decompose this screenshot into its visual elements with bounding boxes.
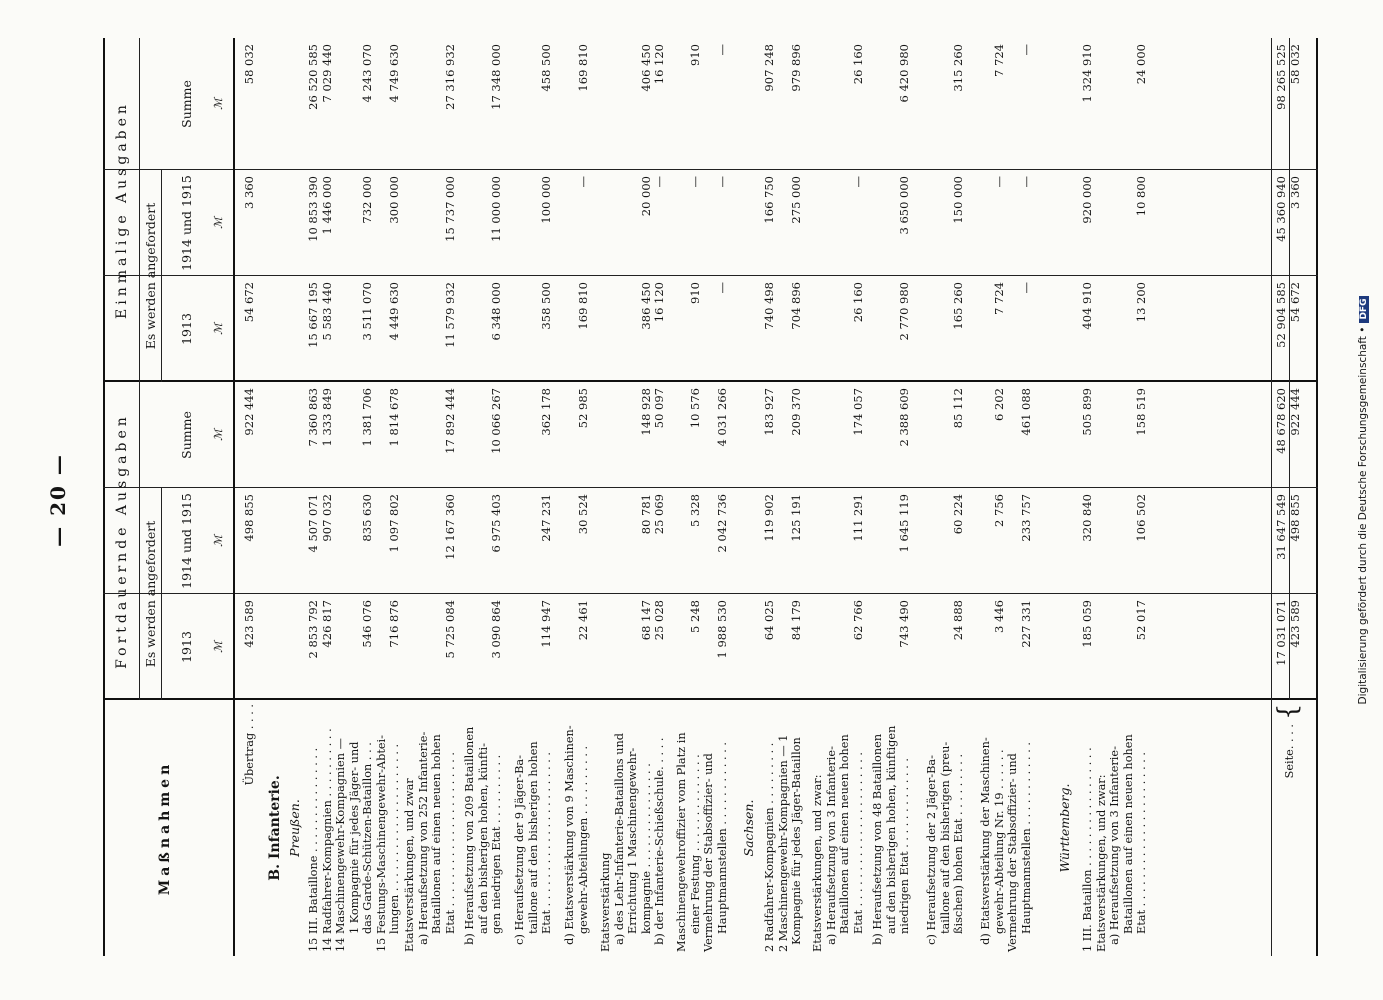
cell: 45 360 940 3 360 — [1274, 176, 1302, 242]
row-label: c) Heraufsetzung der 9 Jäger-Ba- taillone auf den bisherigen hohen Etat . . . . . . . . . . . . . . . . . . . . . . — [513, 741, 554, 945]
cell: 910 — — [687, 44, 729, 66]
cell: 6 202 461 088 — [991, 388, 1033, 436]
mark-unit: ℳ — [212, 641, 225, 653]
mark-unit: ℳ — [212, 429, 225, 441]
rule — [233, 38, 235, 956]
cell: 30 524 — [575, 494, 590, 535]
cell: 2 388 609 — [897, 388, 912, 447]
cell: 68 147 25 028 — [638, 600, 667, 641]
row-label: 1 III. Bataillon . . . . . . . . . . . . . . . . . Etatsverstärkungen, und zwar: a) Heraufsetzung von 3 Infanterie- Bataillonen auf einen neuen hohen Etat . . . . . . . . . . . . . . . . . . . . . . — [1081, 734, 1149, 952]
cell: 169 810 — [575, 44, 590, 92]
cell: 922 444 — [242, 388, 256, 436]
cell: 1 381 706 1 814 678 — [360, 388, 402, 447]
cell: 17 892 444 — [442, 388, 457, 454]
cell: 98 265 525 58 032 — [1274, 44, 1302, 110]
sum-header: Summe — [179, 411, 194, 459]
cell: 22 461 — [575, 600, 590, 641]
recurring-expenses-header: Fortdauernde Ausgaben — [114, 413, 130, 669]
year-1913-header: 1913 — [179, 313, 194, 345]
mark-unit: ℳ — [212, 535, 225, 547]
cell: 174 057 — [850, 388, 865, 436]
cell: 386 450 16 120 — [638, 282, 667, 330]
row-label: 15 III. Bataillone . . . . . . . . . . . . . . . 14 Radfahrer-Kompagnien . . . . . . . . . . 14 Maschinengewehr-Kompagnien — 1 Kompagnie für jedes Jäger- und — [307, 728, 361, 952]
cell: 498 855 — [242, 494, 256, 542]
cell: 920 000 10 800 — [1080, 176, 1149, 224]
row-label: b) Heraufsetzung von 209 Bataillonen auf den bisherigen hohen, künfti- gen niedrigen Etat . . . . . . . . . . — [463, 726, 504, 945]
cell: 26 520 585 7 029 440 — [306, 44, 334, 110]
rule — [1289, 38, 1290, 700]
one-time-expenses-header: Einmalige Ausgaben — [114, 101, 130, 319]
cell: 12 167 360 — [442, 494, 457, 560]
cell: 10 066 267 — [489, 388, 504, 454]
cell: 5 248 1 988 530 — [687, 600, 729, 659]
brace: { — [1273, 703, 1303, 720]
dfg-logo: DFG — [1359, 296, 1369, 323]
cell: 3 360 — [242, 176, 256, 209]
row-label: b) Heraufsetzung von 48 Bataillonen auf den bisherigen hohen, künftigen niedrigen Etat . . . . . . . . . . . . . — [871, 725, 912, 945]
section-heading: B. Infanterie. — [267, 775, 283, 881]
cell: 2 770 980 — [897, 282, 912, 341]
cell: 31 647 549 498 855 — [1274, 494, 1302, 560]
cell: — — — [991, 176, 1033, 188]
cell: 11 579 932 — [442, 282, 457, 348]
cell: 505 899 158 519 — [1080, 388, 1149, 436]
cell: 15 667 195 5 583 440 — [306, 282, 334, 348]
cell: 2 853 792 426 817 — [306, 600, 334, 659]
requested-header: Es werden angefordert — [143, 202, 158, 350]
cell: 732 000 300 000 — [360, 176, 402, 224]
cell: 3 511 070 4 449 630 — [360, 282, 402, 341]
cell: 58 032 — [242, 44, 256, 85]
rule — [139, 38, 140, 700]
row-label: Etatsverstärkungen, und zwar a) Heraufsetzung von 252 Infanterie- Bataillonen auf einen neuen hohen Etat . . . . . . . . . . . . . . . . . . . . . . — [403, 731, 457, 952]
cell: 183 927 209 370 — [762, 388, 804, 436]
cell: 165 260 — [951, 282, 966, 330]
cell: 3 090 864 — [489, 600, 504, 659]
cell: 185 059 52 017 — [1080, 600, 1149, 648]
cell: 52 904 585 54 672 — [1274, 282, 1302, 348]
year-1914-1915-header: 1914 und 1915 — [179, 175, 194, 271]
cell: 247 231 — [539, 494, 554, 542]
mark-unit: ℳ — [212, 323, 225, 335]
cell: 80 781 25 069 — [638, 494, 667, 535]
year-1913-header: 1913 — [179, 631, 194, 663]
requested-header: Es werden angefordert — [143, 520, 158, 668]
cell: 458 500 — [539, 44, 554, 92]
rule — [161, 488, 162, 700]
cell: 404 910 13 200 — [1080, 282, 1149, 330]
cell: 48 678 620 922 444 — [1274, 388, 1302, 454]
cell: 358 500 — [539, 282, 554, 330]
cell: 546 076 716 876 — [360, 600, 402, 648]
row-label: Etatsverstärkung a) des Lehr-Infanterie-Bataillons und Errichtung 1 Maschinengewehr- kompagnie . . . . . . . . . . . . . . . b) der Infanterie-Schießschule. . . . . — [599, 733, 667, 952]
cell: 315 260 — [951, 44, 966, 92]
section-heading: Sachsen. — [741, 799, 756, 857]
cell: 62 766 — [850, 600, 865, 641]
cell: 150 000 — [951, 176, 966, 224]
cell: 166 750 275 000 — [762, 176, 804, 224]
cell: 148 928 50 097 — [638, 388, 667, 436]
row-label: Maschinengewehroffizier vom Platz in einer Festung . . . . . . . . . . . . . . Vermehrung der Stabsoffizier- und Hauptmannstellen . . . . . . . . . . . . — [675, 732, 729, 952]
cell: — — — [687, 176, 729, 188]
year-1914-1915-header: 1914 und 1915 — [179, 493, 194, 589]
cell: 52 985 — [575, 388, 590, 429]
cell: 114 947 — [539, 600, 554, 648]
cell: 26 160 — [850, 44, 865, 85]
page-number: — 20 — — [46, 453, 70, 547]
cell: — — [575, 176, 590, 188]
cell: 7 724 — — [991, 44, 1033, 77]
row-label: Übertrag . . . . — [243, 704, 256, 786]
cell: 740 498 704 896 — [762, 282, 804, 330]
row-label: c) Heraufsetzung der 2 Jäger-Ba- taillone auf den bisherigen (preu- ßischen) hohen Etat . . . . . . . . . — [925, 741, 966, 945]
row-label: Seite. . . . — [1283, 724, 1296, 779]
rule — [1271, 38, 1272, 956]
mark-unit: ℳ — [212, 98, 225, 110]
cell: 743 490 — [897, 600, 912, 648]
cell: 835 630 1 097 802 — [360, 494, 402, 553]
row-label: 2 Radfahrer-Kompagnien . . . . . . . . . 2 Maschinengewehr-Kompagnien — 1 Kompagnie für jedes Jäger-Bataillon — [763, 734, 804, 952]
cell: 169 810 — [575, 282, 590, 330]
cell: 1 645 119 — [897, 494, 912, 553]
cell: 100 000 — [539, 176, 554, 224]
cell: 11 000 000 — [489, 176, 504, 242]
cell: 5 725 084 — [442, 600, 457, 659]
cell: 6 420 980 — [897, 44, 912, 103]
cell: 10 576 4 031 266 — [687, 388, 729, 447]
row-label: d) Etatsverstärkung von 9 Maschinen- gewehr-Abteilungen . . . . . . . . . . — [563, 725, 590, 945]
cell: 85 112 — [951, 388, 966, 429]
cell: 6 348 000 — [489, 282, 504, 341]
section-heading: Preußen. — [287, 799, 302, 857]
cell: 5 328 2 042 736 — [687, 494, 729, 553]
cell: 17 031 071 423 589 — [1274, 600, 1302, 666]
row-label: das Garde-Schützen-Bataillon . . . 15 Festungs-Maschinengewehr-Abtei- lungen . . . . . . . . . . . . . . . . . . . . . — [361, 735, 402, 952]
cell: — — [850, 176, 865, 188]
cell: 907 248 979 896 — [762, 44, 804, 92]
cell: 119 902 125 191 — [762, 494, 804, 542]
row-label: Etatsverstärkungen, und zwar: a) Heraufsetzung von 3 Infanterie- Bataillonen auf einen neuen hohen Etat . . . . . . . . . . . . . . . . . . . . . . — [811, 734, 865, 952]
cell: 3 446 227 331 — [991, 600, 1033, 648]
budget-table — [103, 38, 1318, 956]
cell: 10 853 390 1 446 000 — [306, 176, 334, 242]
section-heading: Württemberg. — [1057, 783, 1072, 873]
rule — [161, 170, 162, 382]
mark-unit: ℳ — [212, 217, 225, 229]
cell: 2 756 233 757 — [991, 494, 1033, 542]
sum-header: Summe — [179, 80, 194, 128]
footer-text: Digitalisierung gefördert durch die Deutsche Forschungsgemeinschaft • — [1357, 326, 1369, 705]
cell: 24 888 — [951, 600, 966, 641]
cell: 111 291 — [850, 494, 865, 542]
cell: 20 000 — — [638, 176, 667, 217]
cell: 423 589 — [242, 600, 256, 648]
cell: 6 975 403 — [489, 494, 504, 553]
cell: 3 650 000 — [897, 176, 912, 235]
row-label: d) Etatsverstärkung der Maschinen- gewehr-Abteilung Nr. 19 . . . . . . Vermehrung der Stabsoffizier- und Hauptmannstellen . . . . . . . . . . . . — [979, 737, 1033, 952]
cell: 1 324 910 24 000 — [1080, 44, 1149, 103]
cell: 7 724 — — [991, 282, 1033, 315]
cell: 4 243 070 4 749 630 — [360, 44, 402, 103]
cell: 406 450 16 120 — [638, 44, 667, 92]
cell: 362 178 — [539, 388, 554, 436]
cell: 4 507 071 907 032 — [306, 494, 334, 553]
cell: 17 348 000 — [489, 44, 504, 110]
measures-header: Maßnahmen — [157, 760, 173, 896]
cell: 910 — — [687, 282, 729, 304]
cell: 27 316 932 — [442, 44, 457, 110]
cell: 60 224 — [951, 494, 966, 535]
footer — [1357, 40, 1369, 960]
cell: 7 360 863 1 333 849 — [306, 388, 334, 447]
cell: 15 737 000 — [442, 176, 457, 242]
cell: 54 672 — [242, 282, 256, 323]
cell: 26 160 — [850, 282, 865, 323]
cell: 64 025 84 179 — [762, 600, 804, 641]
cell: 320 840 106 502 — [1080, 494, 1149, 542]
